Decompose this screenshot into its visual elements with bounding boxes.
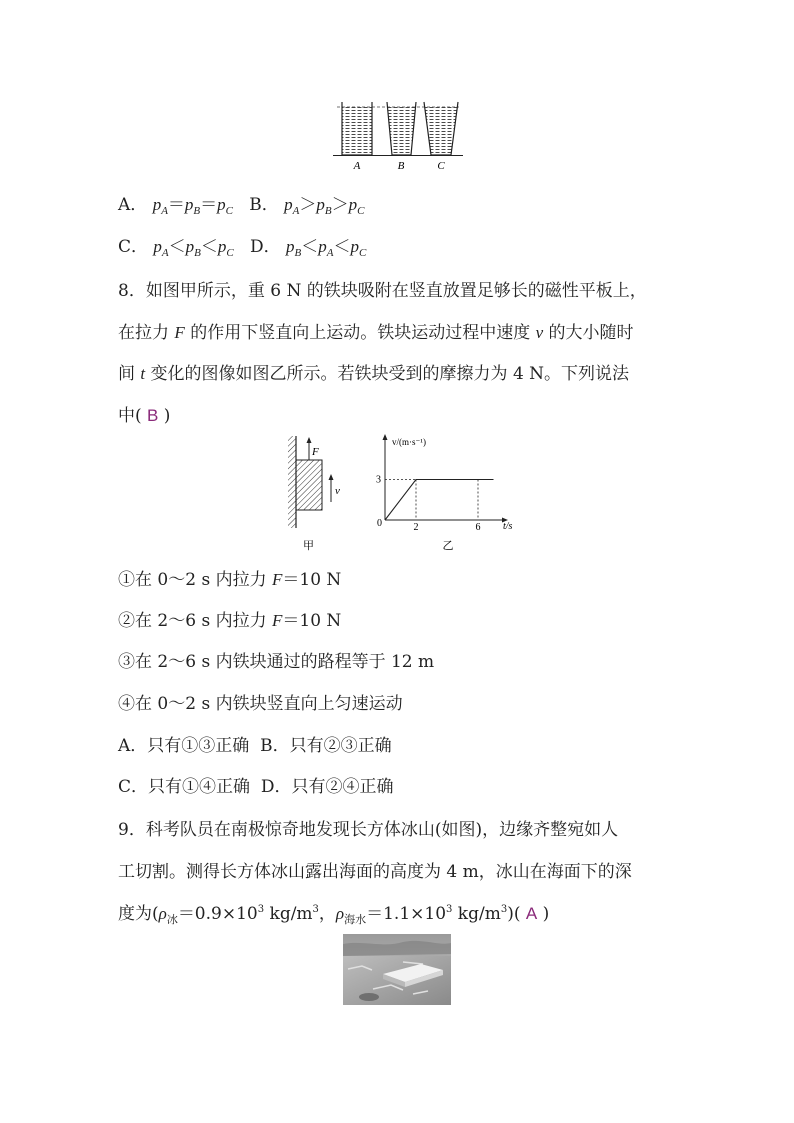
sub-c: C	[358, 247, 367, 259]
p-symbol: p	[350, 237, 359, 256]
q8-line3	[118, 359, 629, 384]
p-symbol: p	[152, 195, 162, 214]
text: ＝10 N	[282, 570, 342, 590]
text: 间	[118, 364, 141, 384]
iron-block	[296, 460, 322, 510]
sub-b: B	[193, 205, 201, 217]
q8-line2	[118, 318, 634, 343]
label-c: C	[437, 160, 445, 172]
velocity-label: v	[335, 485, 340, 497]
p-symbol: p	[217, 237, 227, 256]
label-b: B	[397, 160, 405, 172]
sub-a: A	[292, 205, 300, 217]
sub-a: A	[326, 247, 334, 259]
lt-sign: ＜	[333, 237, 351, 257]
q8-options-row2	[118, 772, 393, 797]
text: 度为(	[118, 904, 159, 924]
var-v: v	[535, 323, 544, 342]
p-symbol: p	[185, 237, 195, 256]
q8-line4	[118, 401, 170, 426]
container-b	[387, 102, 416, 155]
p-symbol: p	[286, 237, 295, 256]
text: ，	[318, 904, 336, 924]
velocity-series-line	[385, 480, 494, 521]
q8-line1: 8．如图甲所示，重 6 N 的铁块吸附在竖直放置足够长的磁性平板上，	[118, 281, 647, 301]
option-c: C．只有①④正确	[118, 777, 251, 797]
container-c	[424, 102, 458, 155]
q9-line3	[118, 899, 549, 927]
figure-yi-vt-chart	[370, 432, 525, 552]
option-c-label: C．	[118, 237, 149, 257]
var-f: F	[174, 323, 185, 342]
rho-symbol: ρ	[158, 904, 167, 923]
text: )	[163, 406, 171, 426]
option-b: B．只有②③正确	[260, 736, 392, 756]
var-f: F	[271, 570, 283, 589]
lt-sign: ＜	[200, 237, 218, 257]
text: kg/m	[452, 904, 501, 924]
exp: 3	[446, 904, 453, 915]
sub-a: A	[161, 247, 169, 259]
q9-line1: 9．科考队员在南极惊奇地发现长方体冰山(如图)，边缘齐整宛如人	[118, 820, 619, 840]
option-b-label: B．	[249, 195, 279, 215]
exp: 3	[312, 904, 319, 915]
rho-symbol: ρ	[335, 904, 345, 923]
y-tick-label-3: 3	[376, 474, 381, 486]
sub-c: C	[357, 205, 365, 217]
x-tick-label-6: 6	[475, 522, 481, 533]
text: ＝10 N	[282, 611, 342, 631]
option-a-label: A．	[118, 195, 148, 215]
exp: 3	[257, 904, 265, 915]
text: ②在 2～6 s 内拉力	[118, 611, 272, 631]
origin-label: 0	[377, 518, 382, 529]
var-f: F	[271, 611, 283, 630]
statement-4: ④在 0～2 s 内铁块竖直向上匀速运动	[118, 694, 403, 714]
sub-b: B	[194, 247, 201, 259]
sub-sea: 海水	[344, 913, 367, 926]
text: 的作用下竖直向上运动。铁块运动过程中速度	[184, 323, 536, 343]
text: )	[542, 904, 550, 924]
eq-sign: ＝	[167, 195, 185, 215]
figure-jia	[285, 432, 350, 552]
text: ①在 0～2 s 内拉力	[118, 570, 272, 590]
text: ＝0.9×10	[177, 904, 258, 924]
caption-jia: 甲	[303, 540, 314, 552]
p-symbol: p	[217, 195, 226, 214]
statement-3: ③在 2～6 s 内铁块通过的路程等于 12 m	[118, 652, 435, 672]
container-a	[342, 102, 372, 155]
y-axis-label: v/(m·s⁻¹)	[392, 437, 426, 447]
option-d: D．只有②④正确	[260, 777, 394, 797]
text: 变化的图像如图乙所示。若铁块受到的摩擦力为 4 N。下列说法	[145, 364, 630, 384]
lt-sign: ＜	[301, 237, 319, 257]
q8-answer: B	[147, 406, 159, 425]
statement-1	[118, 565, 341, 590]
p-symbol: p	[348, 195, 358, 214]
text: kg/m	[264, 904, 313, 924]
eq-sign: ＝	[200, 195, 218, 215]
text: ＝1.1×10	[366, 904, 447, 924]
p-symbol: p	[284, 195, 293, 214]
label-a: A	[353, 160, 361, 172]
q9-line2: 工切割。测得长方体冰山露出海面的高度为 4 m，冰山在海面下的深	[118, 862, 632, 882]
sub-ice: 冰	[166, 913, 178, 926]
q7-options-row2	[118, 232, 366, 259]
text: 在拉力	[118, 323, 175, 343]
q7-options-row1	[118, 190, 364, 217]
sub-c: C	[225, 205, 233, 217]
container-figure	[333, 100, 463, 175]
p-symbol: p	[316, 195, 325, 214]
var-t: t	[140, 364, 146, 383]
exp: 3	[500, 904, 508, 915]
p-symbol: p	[184, 195, 194, 214]
p-symbol: p	[153, 237, 162, 256]
text: )(	[507, 904, 521, 924]
p-symbol: p	[318, 237, 327, 256]
lt-sign: ＜	[168, 237, 186, 257]
q8-options-row1	[118, 731, 392, 756]
caption-yi: 乙	[442, 540, 454, 552]
gt-sign: ＞	[299, 195, 317, 215]
sub-b: B	[324, 205, 332, 217]
text: 中(	[118, 406, 142, 426]
option-a: A．只有①③正确	[118, 736, 250, 756]
iceberg-photo	[343, 934, 451, 1005]
sub-c: C	[226, 247, 234, 259]
option-d-label: D．	[249, 237, 281, 257]
sub-b: B	[294, 247, 302, 259]
text: 的大小随时	[543, 323, 634, 343]
sub-a: A	[161, 205, 168, 217]
gt-sign: ＞	[331, 195, 349, 215]
x-axis-label: t/s	[503, 521, 513, 532]
x-tick-label-2: 2	[413, 522, 419, 533]
statement-2	[118, 606, 341, 631]
q9-answer: A	[525, 904, 538, 923]
force-label: F	[312, 446, 319, 458]
